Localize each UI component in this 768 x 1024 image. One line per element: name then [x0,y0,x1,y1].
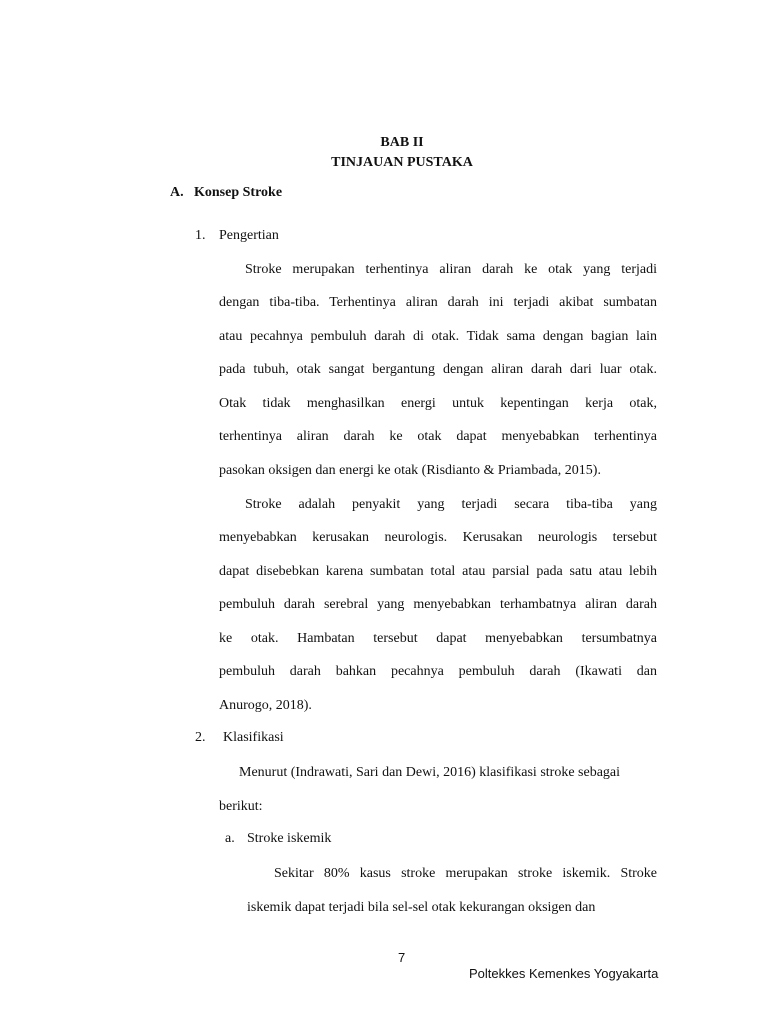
text-line: terhentinya aliran darah ke otak dapat menyebabkan terhentinya [219,429,657,444]
text-line: Stroke adalah penyakit yang terjadi secara tiba-tiba yang [245,497,657,512]
text-line: Stroke merupakan terhentinya aliran darah ke otak yang terjadi [245,262,657,277]
section-marker: A. [170,185,184,200]
text-line: ke otak. Hambatan tersebut dapat menyebabkan tersumbatnya [219,631,657,646]
chapter-title: TINJAUAN PUSTAKA [331,155,473,170]
sub-a-marker: a. [225,831,235,846]
text-line: pembuluh darah serebral yang menyebabkan terhambatnya aliran darah [219,597,657,612]
text-line: atau pecahnya pembuluh darah di otak. Tidak sama dengan bagian lain [219,329,657,344]
text-line: iskemik dapat terjadi bila sel-sel otak kekurangan oksigen dan [247,900,596,915]
text-line: Otak tidak menghasilkan energi untuk kepentingan kerja otak, [219,396,657,411]
page-number: 7 [398,950,406,965]
section-title: Konsep Stroke [194,185,283,200]
item-2-marker: 2. [195,730,206,745]
item-2-title: Klasifikasi [223,730,284,745]
item-1-marker: 1. [195,228,206,243]
sub-a-title: Stroke iskemik [247,831,332,846]
footer-institution: Poltekkes Kemenkes Yogyakarta [469,966,659,981]
text-line: dapat disebebkan karena sumbatan total atau parsial pada satu atau lebih [219,564,657,579]
text-line: menyebabkan kerusakan neurologis. Kerusakan neurologis tersebut [219,530,657,545]
item-1-title: Pengertian [219,228,279,243]
text-line: berikut: [219,799,263,814]
text-line: Sekitar 80% kasus stroke merupakan stroke iskemik. Stroke [274,866,657,881]
text-line: dengan tiba-tiba. Terhentinya aliran darah ini terjadi akibat sumbatan [219,295,657,310]
text-line: pembuluh darah bahkan pecahnya pembuluh darah (Ikawati dan [219,664,657,679]
text-line: pasokan oksigen dan energi ke otak (Risdianto & Priambada, 2015). [219,463,601,478]
text-line: Anurogo, 2018). [219,698,312,713]
chapter-number: BAB II [380,135,424,150]
text-line: pada tubuh, otak sangat bergantung dengan aliran darah dari luar otak. [219,362,657,377]
text-line: Menurut (Indrawati, Sari dan Dewi, 2016) klasifikasi stroke sebagai [239,765,621,780]
